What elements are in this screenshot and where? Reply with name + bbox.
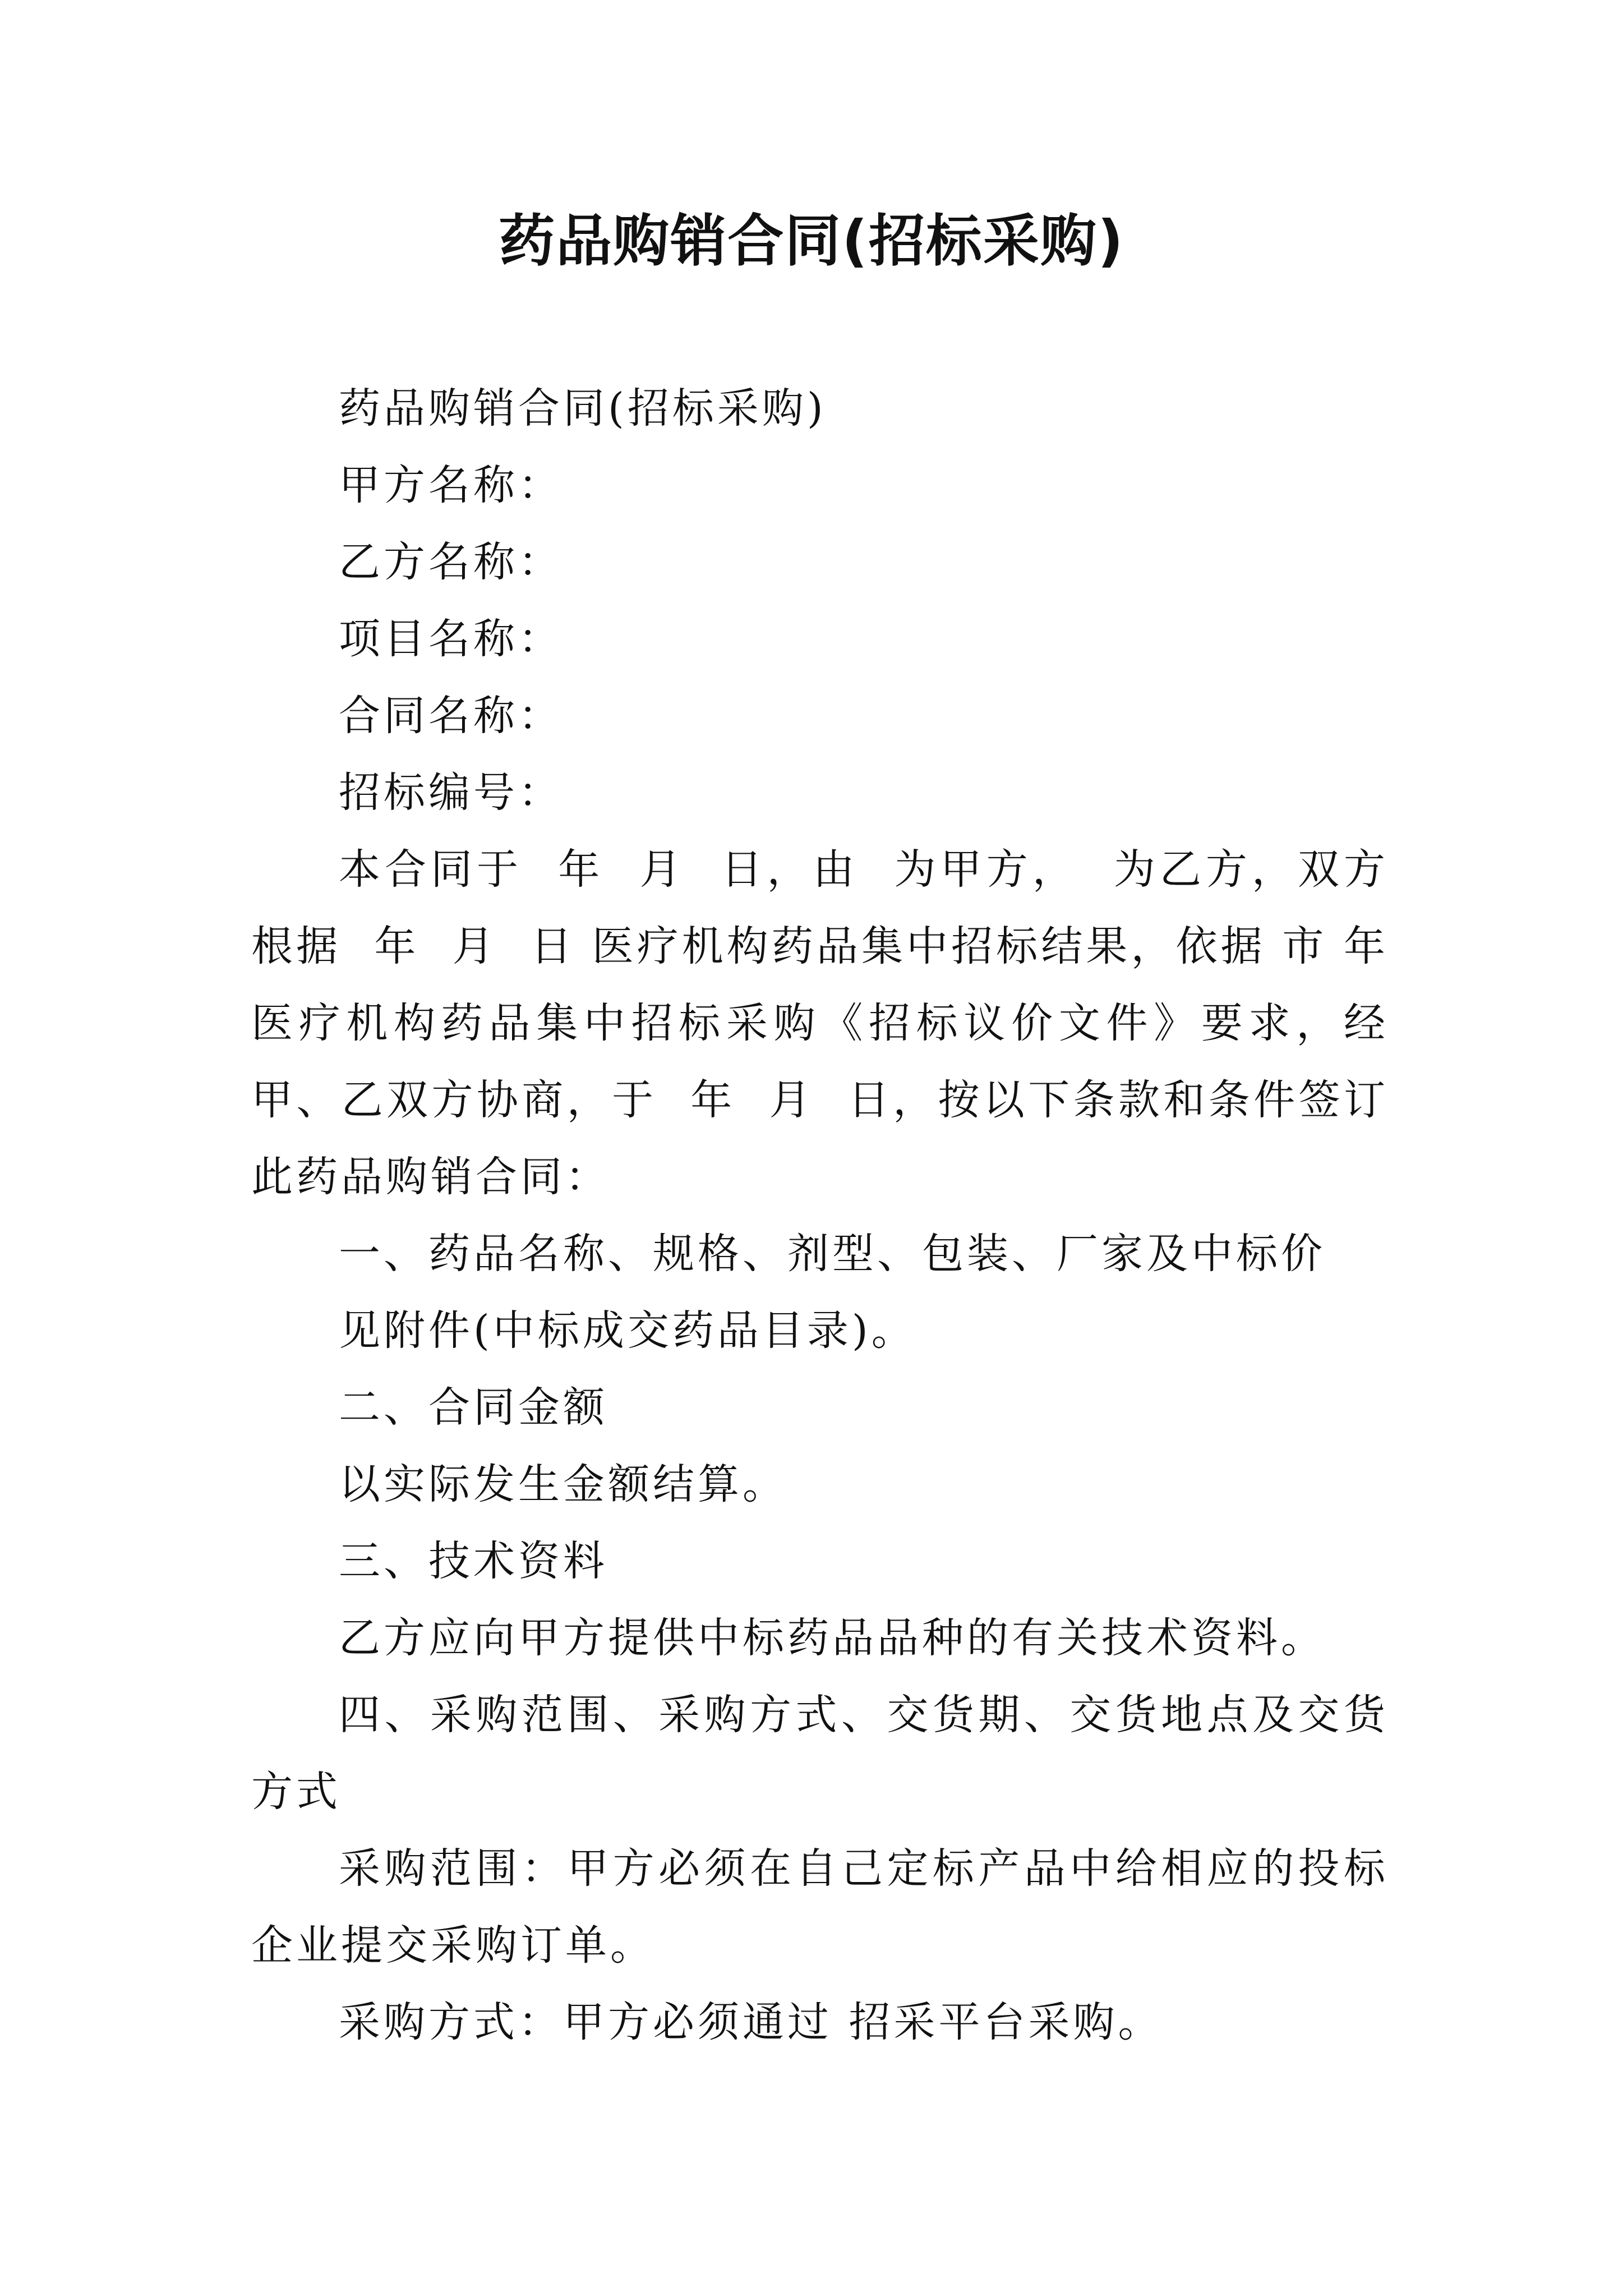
document-title: 药品购销合同(招标采购) xyxy=(499,208,1124,274)
paragraph-project-name: 项目名称： xyxy=(339,615,563,663)
paragraph-tender-number: 招标编号： xyxy=(339,769,563,817)
paragraph-section-3-heading: 三、技术资料 xyxy=(339,1537,608,1585)
paragraph-purchase-method: 采购方式：甲方必须通过 招采平台采购。 xyxy=(339,1998,1163,2046)
paragraph-section-2-heading: 二、合同金额 xyxy=(339,1383,608,1432)
paragraph-section-4-heading: 四、采购范围、采购方式、交货期、交货地点及交货方式 xyxy=(251,1691,1389,1816)
paragraph-contract-name: 合同名称： xyxy=(339,692,563,740)
document-body xyxy=(251,370,1389,2061)
paragraph-preamble: 本合同于 年 月 日，由 为甲方， 为乙方，双方根据 年 月 日 医疗机构药品集中招标结果，依据 市 年医疗机构药品集中招标采购《招标议价文件》要求，经甲、乙双方协商，于 年 月 日，按以下条款和条件签订此药品购销合同： xyxy=(251,845,1389,1201)
paragraph-subtitle: 药品购销合同(招标采购) xyxy=(339,384,827,432)
paragraph-section-3-body: 乙方应向甲方提供中标药品品种的有关技术资料。 xyxy=(339,1614,1326,1662)
paragraph-party-b-name: 乙方名称： xyxy=(339,538,563,586)
paragraph-party-a-name: 甲方名称： xyxy=(339,461,563,509)
paragraph-section-2-body: 以实际发生金额结算。 xyxy=(339,1460,787,1508)
paragraph-section-1-heading: 一、药品名称、规格、剂型、包装、厂家及中标价 xyxy=(339,1230,1326,1278)
paragraph-section-1-body: 见附件(中标成交药品目录)。 xyxy=(339,1306,916,1355)
paragraph-purchase-scope: 采购范围：甲方必须在自己定标产品中给相应的投标企业提交采购订单。 xyxy=(251,1844,1389,1970)
